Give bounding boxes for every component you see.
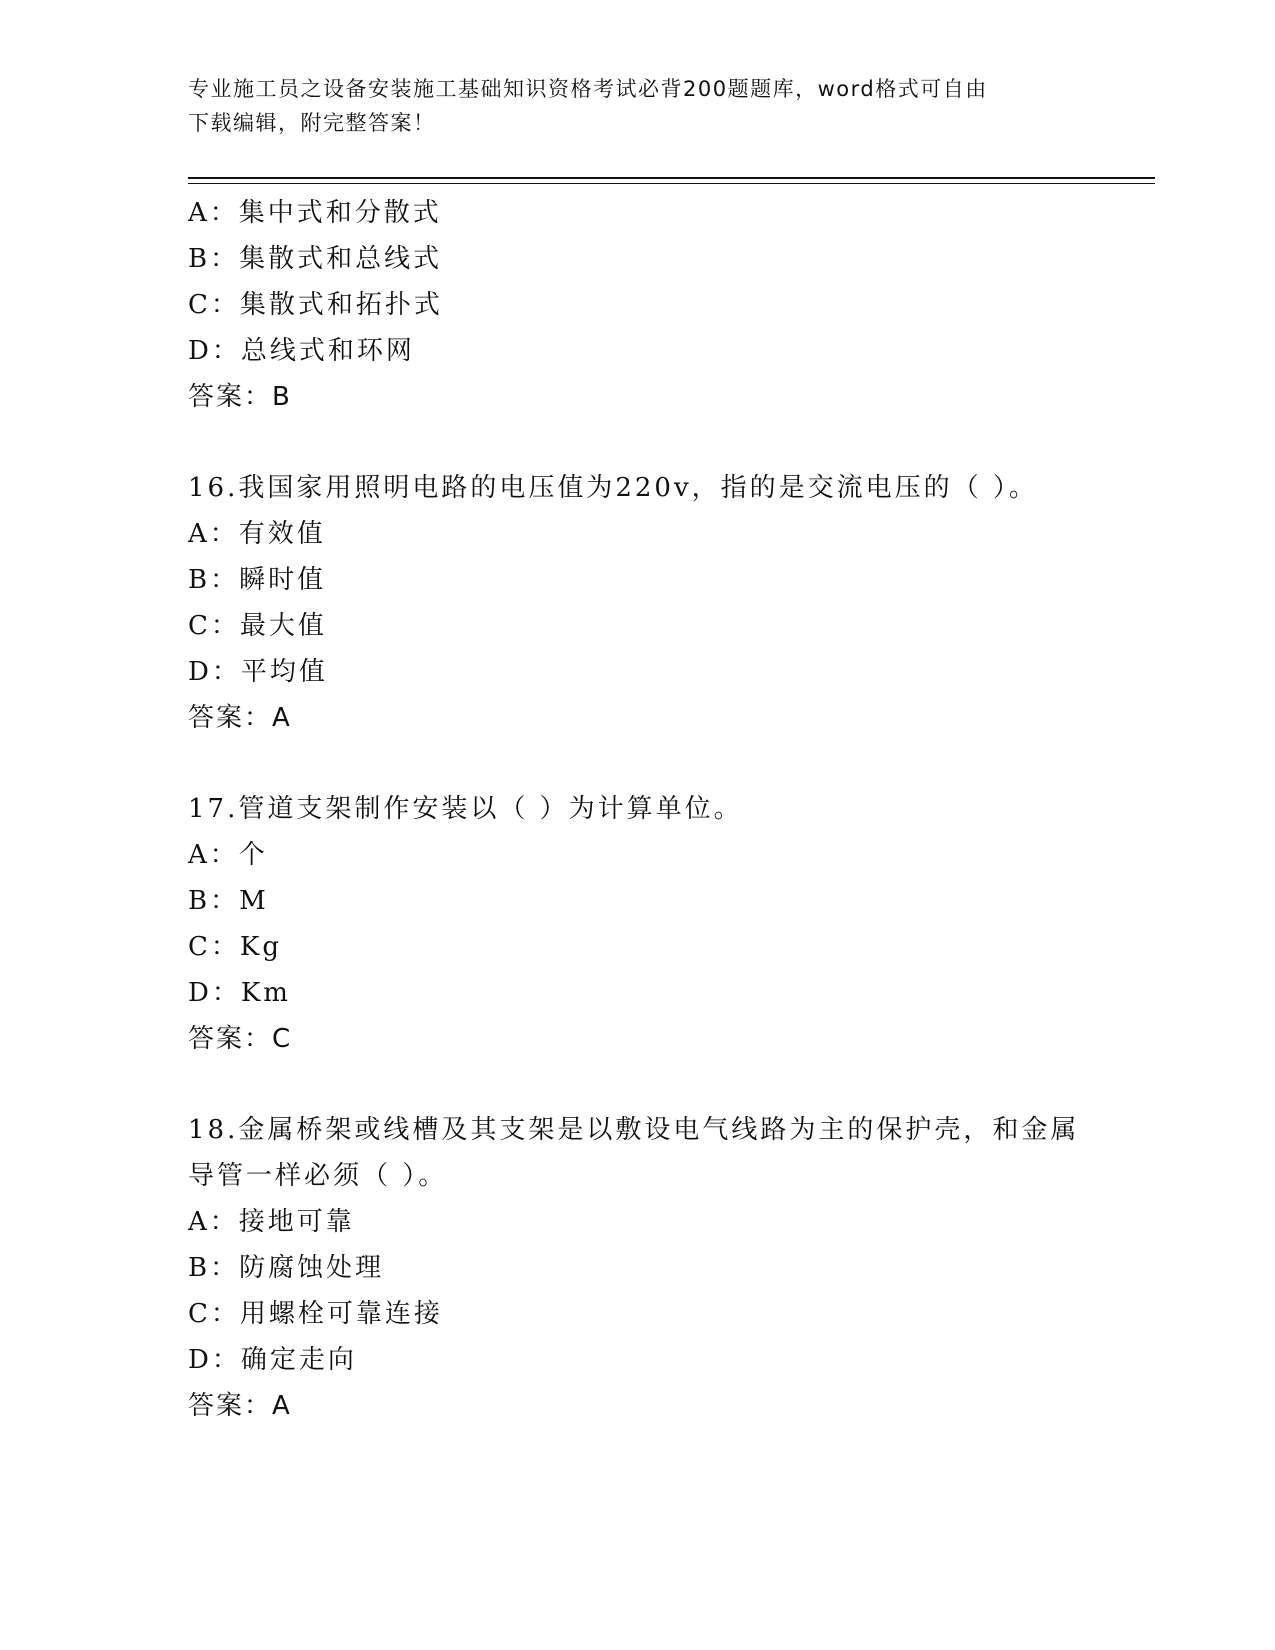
question-17-block — [188, 786, 1088, 1062]
option-d: D：确定走向 — [188, 1345, 357, 1375]
answer-line: 答案：B — [188, 382, 292, 412]
header-line-1: 专业施工员之设备安装施工基础知识资格考试必背200题题库，word格式可自由 — [188, 77, 988, 101]
option-a: A：集中式和分散式 — [188, 198, 442, 228]
spacer — [188, 420, 1088, 465]
option-d: D：总线式和环网 — [188, 336, 415, 366]
question-stem-line-1: 18.金属桥架或线槽及其支架是以敷设电气线路为主的保护壳，和金属 — [188, 1115, 1080, 1145]
option-b: B：防腐蚀处理 — [188, 1253, 385, 1283]
option-b: B：M — [188, 886, 269, 916]
header-divider-thin — [188, 183, 1155, 184]
question-stem: 16.我国家用照明电路的电压值为220v，指的是交流电压的（ ）。 — [188, 473, 1038, 503]
header-line-2: 下载编辑，附完整答案！ — [188, 111, 436, 135]
option-d: D：Km — [188, 978, 291, 1008]
answer-line: 答案：A — [188, 1391, 292, 1421]
question-stem-line-2: 导管一样必须（ ）。 — [188, 1161, 448, 1191]
question-16-block — [188, 465, 1088, 741]
spacer — [188, 741, 1088, 786]
question-list — [188, 190, 1088, 1429]
option-b: B：集散式和总线式 — [188, 244, 443, 274]
option-d: D：平均值 — [188, 657, 328, 687]
document-header — [188, 72, 1088, 140]
option-a: A：个 — [188, 840, 268, 870]
option-b: B：瞬时值 — [188, 565, 327, 595]
option-c: C：用螺栓可靠连接 — [188, 1299, 443, 1329]
answer-line: 答案：C — [188, 1024, 293, 1054]
spacer — [188, 1062, 1088, 1107]
option-c: C：Kg — [188, 932, 282, 962]
option-c: C：最大值 — [188, 611, 327, 641]
question-18-block — [188, 1107, 1088, 1429]
question-stem: 17.管道支架制作安装以（ ）为计算单位。 — [188, 794, 743, 824]
option-a: A：接地可靠 — [188, 1207, 355, 1237]
header-divider-thick — [188, 177, 1155, 179]
question-15-block — [188, 190, 1088, 420]
option-c: C：集散式和拓扑式 — [188, 290, 443, 320]
option-a: A：有效值 — [188, 519, 326, 549]
answer-line: 答案：A — [188, 703, 292, 733]
